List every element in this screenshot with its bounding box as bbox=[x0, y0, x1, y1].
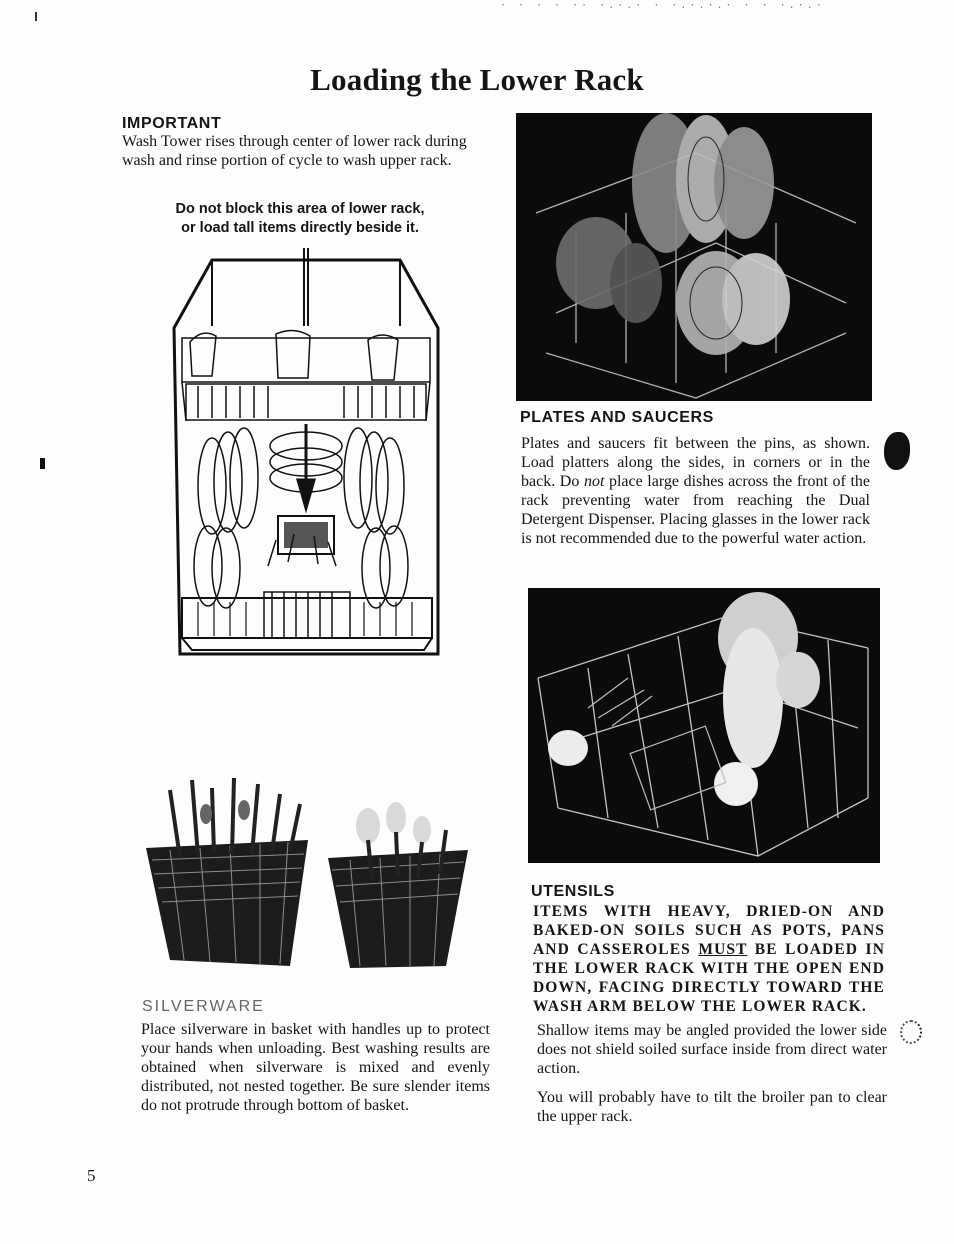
utensils-warning bbox=[533, 902, 885, 1016]
silverware-photo bbox=[140, 770, 480, 970]
scan-artifact: · · · · ·· ·.·.· · ·.·.·.· · · ·.·.· bbox=[500, 0, 825, 11]
plates-text-part-2: place large dishes across the front of the rack preventing water from reaching the Dual Detergent Dispenser. Placing glasses in the lower rack is not recommended due to the powerful water action. bbox=[521, 473, 870, 547]
plates-text bbox=[521, 434, 870, 548]
utensils-text-2: You will probably have to tilt the broiler pan to clear the upper rack. bbox=[537, 1089, 887, 1125]
utensils-warning-must: MUST bbox=[698, 941, 748, 958]
tower-caption-line-2: or load tall items directly beside it. bbox=[181, 220, 419, 236]
margin-blot-2 bbox=[900, 1020, 922, 1044]
scan-mark bbox=[35, 12, 37, 21]
plates-photo bbox=[516, 113, 872, 401]
margin-mark bbox=[40, 458, 45, 469]
page-title: Loading the Lower Rack bbox=[310, 62, 644, 97]
utensils-heading: UTENSILS bbox=[531, 883, 615, 900]
tower-caption-line-1: Do not block this area of lower rack, bbox=[175, 201, 425, 217]
plates-text-part-1: Plates and saucers fit between the pins, as shown. Load platters along the sides, in corners or in the back. Do bbox=[521, 435, 870, 490]
important-heading: IMPORTANT bbox=[122, 115, 222, 132]
plates-text-emphasis: not bbox=[583, 473, 605, 490]
utensils-warning-part-2: BE LOADED IN THE LOWER RACK WITH THE OPEN END DOWN, FACING DIRECTLY TOWARD THE WASH ARM BELOW THE LOWER RACK. bbox=[533, 941, 885, 1015]
plates-heading: PLATES AND SAUCERS bbox=[520, 409, 714, 426]
utensils-photo bbox=[528, 588, 880, 863]
lower-rack-illustration bbox=[168, 246, 444, 662]
silverware-heading: SILVERWARE bbox=[142, 998, 265, 1015]
important-text: Wash Tower rises through center of lower rack during wash and rinse portion of cycle to wash upper rack. bbox=[122, 133, 467, 169]
page-number: 5 bbox=[87, 1166, 96, 1185]
utensils-text-1: Shallow items may be angled provided the lower side does not shield soiled surface inside from direct water action. bbox=[537, 1022, 887, 1077]
utensils-warning-part-1: ITEMS WITH HEAVY, DRIED-ON AND BAKED-ON SOILS SUCH AS POTS, PANS AND CASSEROLES bbox=[533, 903, 885, 958]
tower-caption bbox=[130, 200, 470, 238]
silverware-text: Place silverware in basket with handles up to protect your hands when unloading. Best washing results are obtained when silverware is mixed and evenly distributed, not nested together. Be sure slender items do not protrude through bottom of basket. bbox=[141, 1021, 490, 1114]
margin-blot bbox=[884, 432, 910, 470]
